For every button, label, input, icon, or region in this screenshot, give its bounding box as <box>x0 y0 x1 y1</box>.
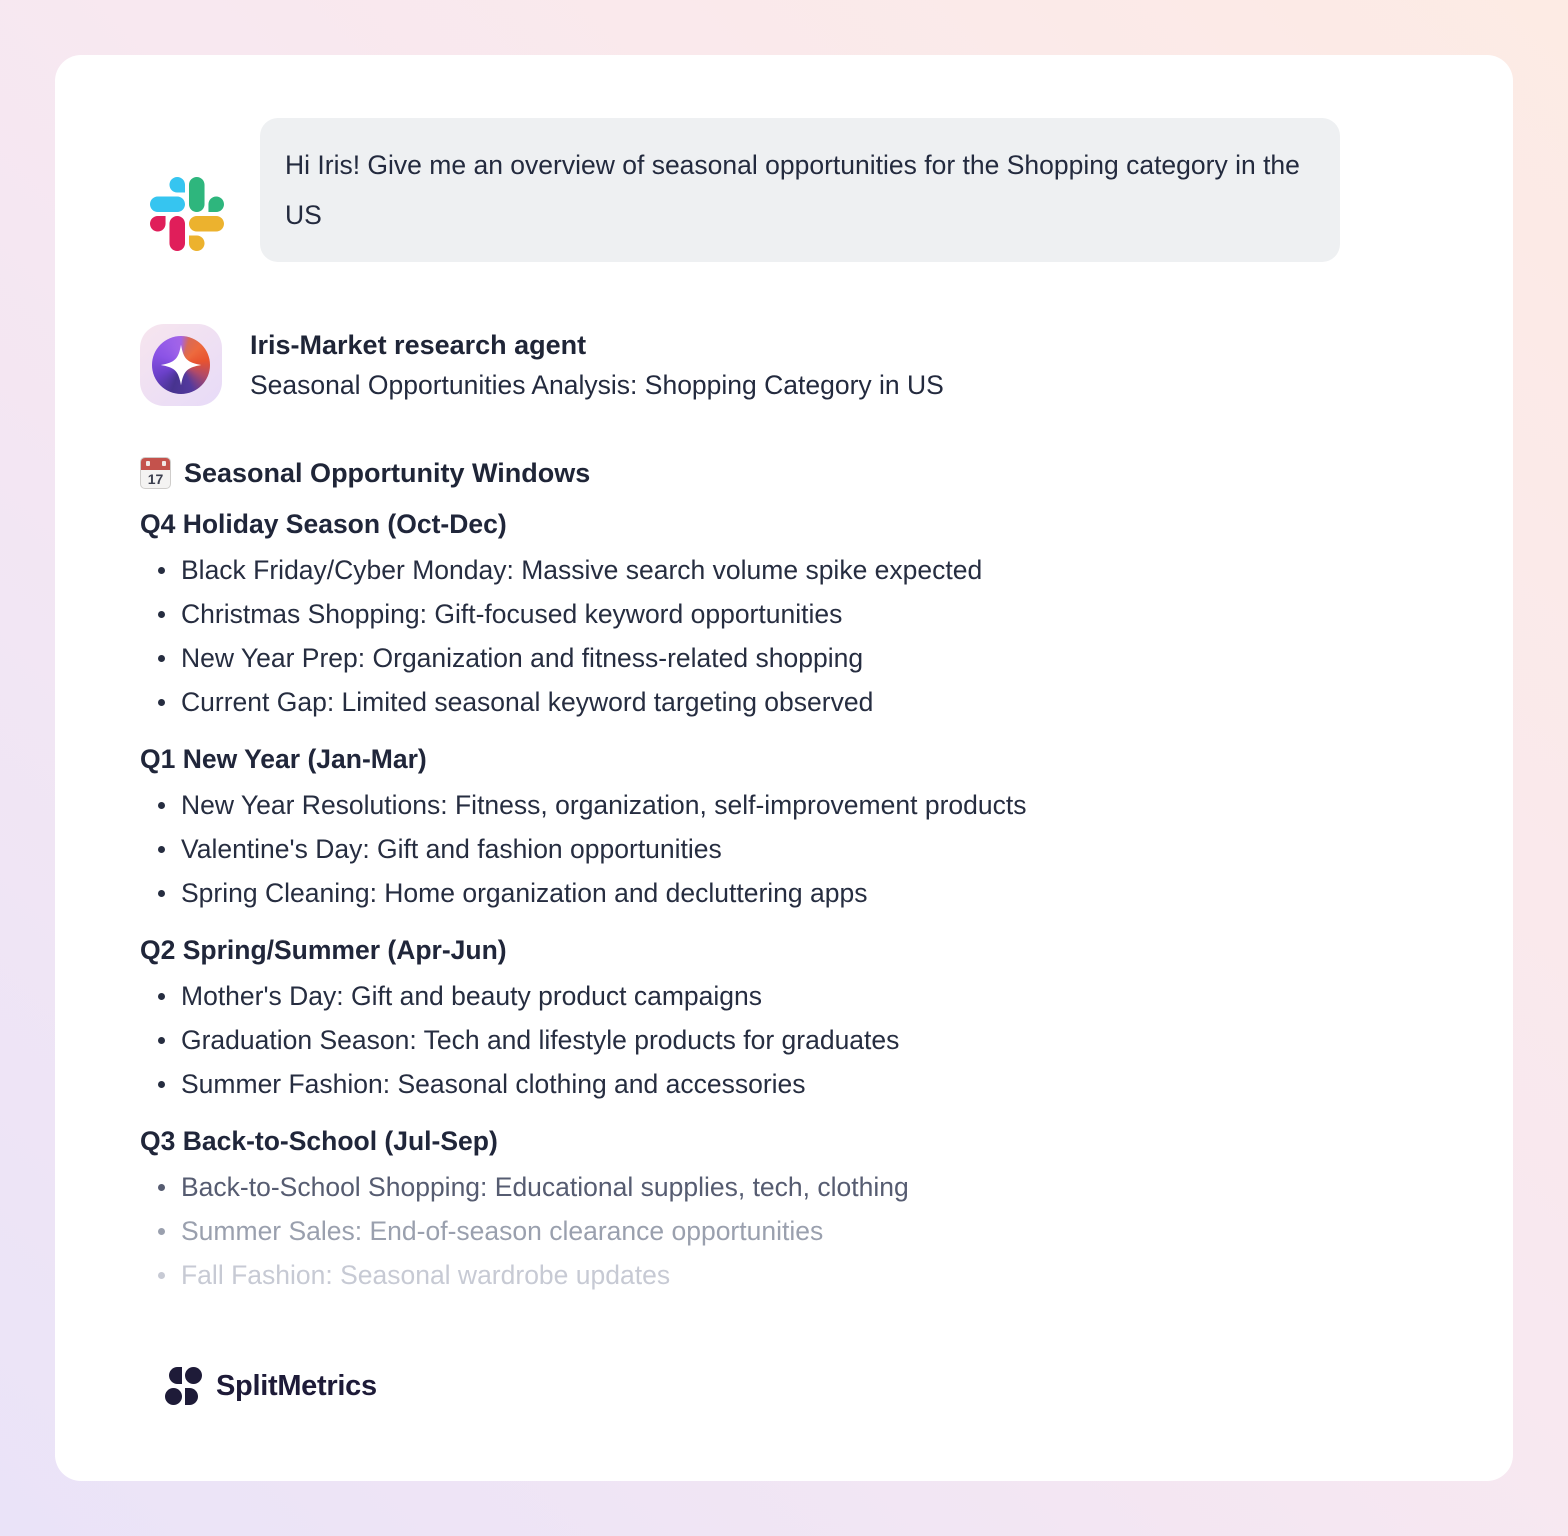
list-item: Back-to-School Shopping: Educational supplies, tech, clothing <box>140 1165 1433 1209</box>
sparkle-star-icon <box>158 342 204 388</box>
list-item: New Year Resolutions: Fitness, organization, self-improvement products <box>140 783 1433 827</box>
quarter-list <box>140 548 1433 724</box>
list-item: Mother's Day: Gift and beauty product campaigns <box>140 974 1433 1018</box>
list-item: Summer Fashion: Seasonal clothing and accessories <box>140 1062 1433 1106</box>
slack-icon <box>150 176 224 252</box>
section-title-row <box>140 457 1433 489</box>
list-item: Christmas Shopping: Gift-focused keyword opportunities <box>140 592 1433 636</box>
brand-footer <box>165 1367 1433 1406</box>
quarter-heading: Q3 Back-to-School (Jul-Sep) <box>140 1126 498 1156</box>
quarter-list <box>140 783 1433 915</box>
splitmetrics-logo-icon <box>165 1367 202 1406</box>
agent-meta <box>250 324 944 406</box>
agent-avatar <box>140 324 222 406</box>
calendar-icon-day: 17 <box>147 471 164 487</box>
quarter-heading: Q1 New Year (Jan-Mar) <box>140 744 427 774</box>
list-item: Black Friday/Cyber Monday: Massive search volume spike expected <box>140 548 1433 592</box>
calendar-icon-header <box>141 458 170 470</box>
list-item: Fall Fashion: Seasonal wardrobe updates <box>140 1253 1433 1297</box>
user-message-row <box>140 118 1433 262</box>
calendar-icon <box>140 457 171 489</box>
quarter-list <box>140 1165 1433 1297</box>
list-item: Current Gap: Limited seasonal keyword targeting observed <box>140 680 1433 724</box>
agent-header <box>140 324 1433 406</box>
user-message-bubble: Hi Iris! Give me an overview of seasonal opportunities for the Shopping category in the US <box>260 118 1340 262</box>
brand-name: SplitMetrics <box>216 1370 377 1402</box>
chat-card <box>55 55 1513 1481</box>
quarter-q4 <box>140 509 1433 724</box>
list-item: Valentine's Day: Gift and fashion opportunities <box>140 827 1433 871</box>
quarter-q1 <box>140 744 1433 915</box>
list-item: Spring Cleaning: Home organization and decluttering apps <box>140 871 1433 915</box>
quarter-heading: Q2 Spring/Summer (Apr-Jun) <box>140 935 507 965</box>
agent-name: Iris-Market research agent <box>250 329 587 360</box>
quarter-q2 <box>140 935 1433 1106</box>
quarter-list <box>140 974 1433 1106</box>
quarter-q3 <box>140 1126 1433 1297</box>
quarter-heading: Q4 Holiday Season (Oct-Dec) <box>140 509 507 539</box>
agent-subtitle: Seasonal Opportunities Analysis: Shopping Category in US <box>250 369 944 400</box>
list-item: Summer Sales: End-of-season clearance opportunities <box>140 1209 1433 1253</box>
section-title: Seasonal Opportunity Windows <box>184 457 591 488</box>
list-item: New Year Prep: Organization and fitness-related shopping <box>140 636 1433 680</box>
list-item: Graduation Season: Tech and lifestyle products for graduates <box>140 1018 1433 1062</box>
